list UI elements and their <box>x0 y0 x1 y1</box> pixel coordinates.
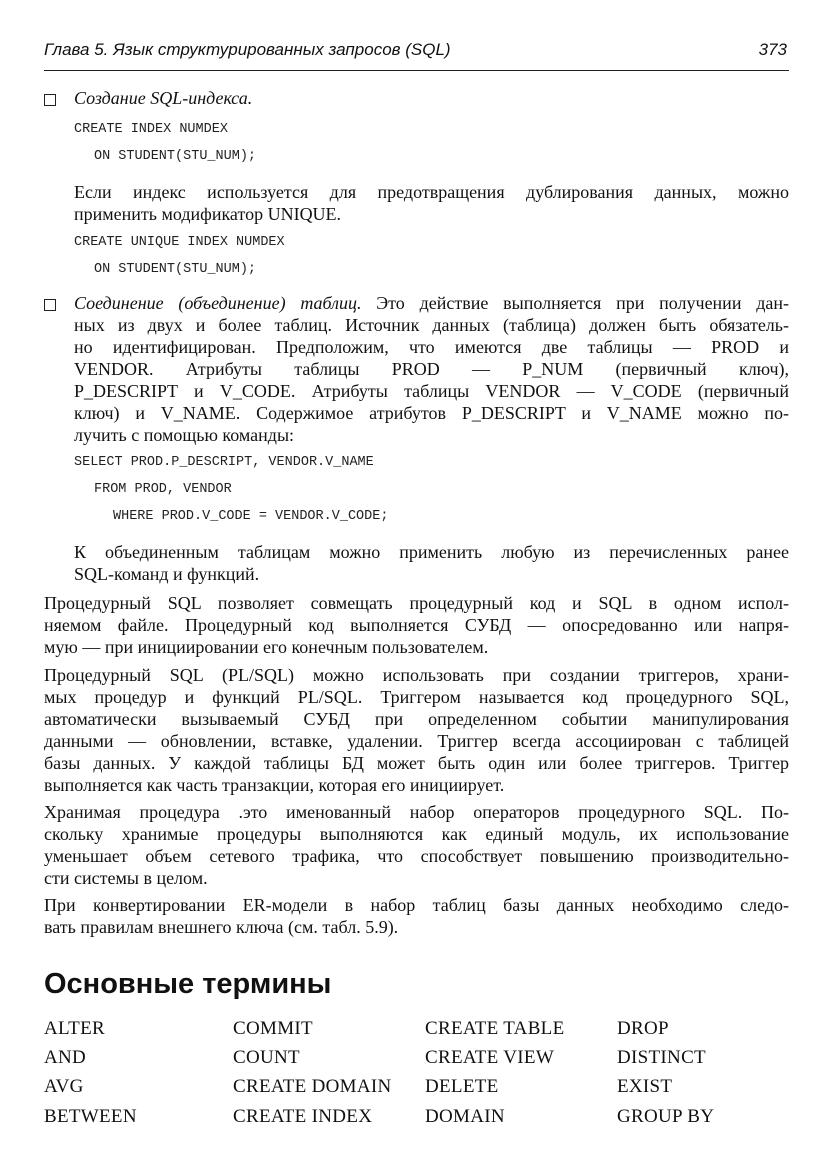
text-line: применить модификатор UNIQUE. <box>74 204 342 224</box>
text-line: автоматически вызываемый СУБД при определенном событии манипулирования <box>44 709 789 729</box>
page-header <box>44 40 789 71</box>
code-line: ON STUDENT(STU_NUM); <box>94 262 257 277</box>
term-item: CREATE VIEW <box>425 1047 555 1068</box>
code-line: FROM PROD, VENDOR <box>94 482 232 497</box>
text-line: Процедурный SQL (PL/SQL) можно использовать при создании триггеров, храни- <box>44 665 789 685</box>
text-line: Если индекс используется для предотвращения дублирования данных, можно <box>74 182 789 202</box>
term-item: CREATE DOMAIN <box>233 1076 392 1097</box>
paragraph-procedural-sql <box>44 592 789 658</box>
text-line: мых процедур и функций PL/SQL. Триггером называется код процедурного SQL, <box>44 687 789 707</box>
text-line: Это действие выполняется при получении дан- <box>361 293 789 313</box>
text-line: VENDOR. Атрибуты таблицы PROD — P_NUM (первичный ключ), <box>74 359 789 379</box>
code-line: SELECT PROD.P_DESCRIPT, VENDOR.V_NAME <box>74 455 374 470</box>
paragraph-join-note <box>74 541 789 585</box>
paragraph-triggers <box>44 664 789 796</box>
page-number: 373 <box>758 40 787 59</box>
term-item: GROUP BY <box>617 1106 715 1127</box>
term-item: EXIST <box>617 1076 673 1097</box>
text-line: данными — обновлении, вставке, удалении. Триггер всегда ассоциирован с таблицей <box>44 731 789 751</box>
text-line: ных из двух и более таблиц. Источник данных (таблица) должен быть обязатель- <box>74 315 789 335</box>
text-line: ключ) и V_NAME. Содержимое атрибутов P_DESCRIPT и V_NAME можно по- <box>74 403 789 423</box>
chapter-title: Глава 5. Язык структурированных запросов (SQL) <box>44 40 451 59</box>
text-line: мую — при инициировании его конечным пользователем. <box>44 637 489 657</box>
text-line: няемом файле. Процедурный код выполняется СУБД — опосредованно или напря- <box>44 615 789 635</box>
term-item: DOMAIN <box>425 1106 505 1127</box>
term-item: ALTER <box>44 1018 105 1039</box>
item-heading-sql-index: Создание SQL-индекса. <box>74 88 253 108</box>
term-item: AVG <box>44 1076 84 1097</box>
item-heading-join: Соединение (объединение) таблиц. <box>74 293 362 313</box>
section-title-key-terms: Основные термины <box>44 968 332 1000</box>
text-line: лучить с помощью команды: <box>74 425 295 445</box>
text-line: выполняется как часть транзакции, которая его инициирует. <box>44 775 505 795</box>
code-line: CREATE UNIQUE INDEX NUMDEX <box>74 235 285 250</box>
term-item: AND <box>44 1047 87 1068</box>
code-line: CREATE INDEX NUMDEX <box>74 122 228 137</box>
text-line: При конвертировании ER-модели в набор таблиц базы данных необходимо следо- <box>44 895 789 915</box>
term-item: CREATE INDEX <box>233 1106 373 1127</box>
text-line: базы данных. У каждой таблицы БД может быть один или более триггеров. Триггер <box>44 753 789 773</box>
term-item: DROP <box>617 1018 669 1039</box>
text-line: но идентифицирован. Предположим, что имеются две таблицы — PROD и <box>74 337 789 357</box>
term-item: COUNT <box>233 1047 300 1068</box>
term-item: DELETE <box>425 1076 499 1097</box>
text-line: сти системы в целом. <box>44 868 208 888</box>
term-item: CREATE TABLE <box>425 1018 565 1039</box>
text-line: скольку хранимые процедуры выполняются как единый модуль, их использование <box>44 824 789 844</box>
text-line: К объединенным таблицам можно применить любую из перечисленных ранее <box>74 542 789 562</box>
bullet-box-icon <box>44 299 56 311</box>
text-line: P_DESCRIPT и V_CODE. Атрибуты таблицы VENDOR — V_CODE (первичный <box>74 381 789 401</box>
bullet-box-icon <box>44 94 56 106</box>
code-line: ON STUDENT(STU_NUM); <box>94 149 257 164</box>
text-line: уменьшает объем сетевого трафика, что способствует повышению производительно- <box>44 846 789 866</box>
paragraph-stored-procedure <box>44 801 789 889</box>
text-line: Процедурный SQL позволяет совмещать процедурный код и SQL в одном испол- <box>44 593 789 613</box>
paragraph-unique <box>74 181 789 225</box>
text-line: Хранимая процедура .это именованный набор операторов процедурного SQL. По- <box>44 802 789 822</box>
text-line: SQL-команд и функций. <box>74 564 260 584</box>
paragraph-join <box>74 292 789 446</box>
text-line: вать правилам внешнего ключа (см. табл. 5.9). <box>44 917 399 937</box>
term-item: DISTINCT <box>617 1047 706 1068</box>
paragraph-er-model <box>44 894 789 938</box>
code-line: WHERE PROD.V_CODE = VENDOR.V_CODE; <box>113 509 389 524</box>
term-item: BETWEEN <box>44 1106 137 1127</box>
term-item: COMMIT <box>233 1018 313 1039</box>
